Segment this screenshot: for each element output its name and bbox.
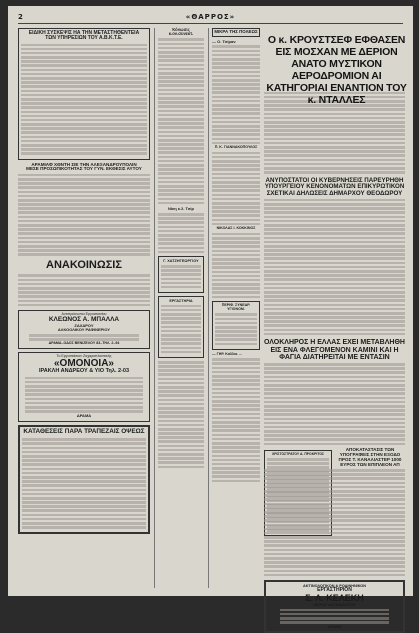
ad1-line4: ΔΡΑΜΑ–ΟΔΟΣ ΒΕΝΙΖΕΛΟΥ 83–ΤΗΛ. 2–94 <box>48 341 120 346</box>
col2-text <box>158 361 204 468</box>
ad2-line1: Το Εργοστάσιον Ζαχαροπλαστικής <box>56 354 112 359</box>
mid-headline-2: ΜΕΣΕ ΠΡΟΣΩΠΙΚΟΤΗΤΑΣ ΤΟΥ ΓΥΝ. ΕΚΘΕΣΙΣ ΑΥΤΟΥ <box>26 166 142 172</box>
ad1-line3: ΑΛΚΟΟΛΙΚΟΥ ΡΑΦΙΝΕΡΙΟΥ <box>57 327 111 333</box>
col3-inset-text <box>215 313 257 345</box>
small-box-head: ΧΡΙΣΤΟΣΤΡΑΤΟΥ Α. ΠΡΟΚΡΙΤΟΣ <box>271 451 325 456</box>
third-headline: ΟΛΟΚΛΗΡΟΣ Η ΕΛΛΑΣ ΕΧΕΙ ΜΕΤΑΒΛΗΘΗ ΕΙΣ ΕΝΑ ΦΛΕΓΟΜΕΝΟΝ ΚΑΜΙΝΙ ΚΑΙ Η ΦΑΓΙΑ ΔΙΑΤΗΡΕΙΤΑΙ ΜΕ ΕΝΤΑΣΙΝ <box>264 339 405 362</box>
right-column <box>264 28 405 630</box>
top-article-box <box>18 28 150 160</box>
ad-right-5: ΔΡΑΜΑ <box>327 625 342 630</box>
ad1-line1: Αντιπρόσωποι Εργοστασίου <box>61 312 107 317</box>
city-news-box <box>212 28 260 37</box>
article-text-block <box>18 174 150 256</box>
ad-right-3: Σ. Λ. ΚΕΛΕΚΗ <box>305 592 364 603</box>
col2-ad-box-1 <box>158 256 204 293</box>
col2-subhead-2: ΕΡΓΑΣΤΗΡΙΑ <box>169 299 193 304</box>
third-article-text <box>264 363 405 445</box>
second-article-text <box>264 199 405 336</box>
newspaper-page <box>8 6 413 630</box>
ad-right-4: ΙΑΤΡΟΥ ΑΚΤΙΝΟΛΟΓΟΥ <box>313 603 356 608</box>
ad-right-2: ΕΡΓΑΣΤΗΡΙΟΝ <box>317 587 352 594</box>
col3-text <box>212 45 260 144</box>
fourth-headline: ΑΠΟΚΑΤΑΣΤΑΣΙΣ ΤΩΝ ΥΠΟΓΡΑΦΕΙΣ ΣΤΗΝ ΕΞΟΔΟ ΠΡΟΣ Τ. ΚΑΝΑΛΙΑΣΤΕΡ 1000 ΕΥΡΟΣ ΤΩΝ ΕΠΙΠΛΕΟΝ ΑΠ <box>338 447 402 467</box>
col2-ad-text <box>161 305 201 354</box>
col2-subhead-1: Γ. ΧΑΤΖΗΓΕΩΡΓΙΟΥ <box>163 259 199 264</box>
ad1-text <box>29 334 139 341</box>
page-number: 2 <box>18 13 23 21</box>
top-headline-1: ΕΙΔΙΚΗ ΣΥΣΚΕΨΙΣ ΗΑ ΤΗΝ ΜΕΤΑΣΤΗΘΕΝΤΕΙΑ <box>28 30 140 36</box>
advertisement-ballas <box>18 310 150 349</box>
page-header <box>18 12 403 24</box>
col2-text <box>158 38 204 204</box>
left-column <box>18 28 150 588</box>
advertisement-keleki <box>264 580 405 633</box>
col3-text <box>212 152 260 226</box>
article-text-block <box>21 44 147 155</box>
ad2-text <box>25 377 143 413</box>
col2-heading-1: Κόνωσις <box>172 27 190 32</box>
col3-item-4: ΠΕΡΙΦ. ΣΥΝΕΔΡ. ΥΓΙΟΝΟΜ. <box>221 303 251 311</box>
ad2-name: «ΟΜΟΝΟΙΑ» <box>53 357 114 369</box>
advertisement-omonoia <box>18 352 150 422</box>
ad1-name: ΚΛΕΩΝΟΣ Α. ΜΠΑΛΛΑ <box>48 316 120 324</box>
masthead: «ΘΑΡΡΟΣ» <box>185 13 236 21</box>
col2-heading-2: κ.ον.συνεκτ. <box>168 31 194 37</box>
column-3 <box>208 28 260 588</box>
col3-item-3: ΝΙΚΟΛΑΣ Ι. ΚΟΚΚΙΝΟΣ <box>216 226 256 231</box>
col3-text <box>212 358 260 482</box>
col2-ad-box-2 <box>158 296 204 358</box>
col2-ad-text <box>161 265 201 289</box>
bottom-headline: ΚΑΤΑΘΕΣΕΙΣ ΠΑΡΑ ΤΡΑΠΕΖΑΙΣ ΟΨΕΩΣ <box>23 427 145 435</box>
mid-headline-1: ΑΡΑΜΙΑΦ ΧΘΝΤΗ ΣΙΕ ΤΗΝ ΑΛΕΞΑΝΔΡΟΥΠΟΛΙΝ <box>31 161 137 167</box>
second-headline: ΑΝΥΠΟΣΤΑΤΟΙ ΟΙ ΚΥΒΕΡΝΗΣΕΙΣ ΠΑΡΕΥΡΗΘΗ ΥΠΟΥΡΓΕΙΟΥ ΚΕΝΟΝΟΜΑΤΩΝ ΕΠΙΚΥΡΩΤΙΚΟΝ ΣΧΕΤΙΚΑΙ ΔΗΛΩΣΕΙΣ ΔΗΜΑΡΧΟΥ ΘΕΟΔΩΡΟΥ <box>264 176 405 197</box>
top-headline-2: ΤΩΝ ΥΠΗΡΕΣΙΩΝ ΤΟΥ Α.Β.Κ.Τ.Ε. <box>45 35 123 42</box>
col3-item-1: — Ο. Τσίραν <box>212 38 236 44</box>
col3-item-2: Π. Κ. ΓΙΑΝΝΑΚΟΠΟΥΛΟΣ <box>214 145 258 150</box>
main-headline: Ο κ. ΚΡΟΥΣΤΣΕΦ ΕΦΘΑΣΕΝ ΕΙΣ ΜΟΣΧΑΝ ΜΕ ΔΕΡΙΟΝ ΑΝΑΤΟ ΜΥΣΤΙΚΟΝ ΑΕΡΟΔΡΟΜΙΟΝ ΑΙ ΚΑΤΗΓΟΡΙΑΙ ΕΝΑΝΤΙΟΝ ΤΟΥ κ. ΝΤΑΛΛΕΣ <box>266 34 407 106</box>
column-2 <box>154 28 204 588</box>
col2-text <box>158 213 204 253</box>
fourth-article-text <box>264 469 405 576</box>
city-news-heading: ΜΙΚΡΑ ΤΗΣ ΠΟΛΕΩΣ <box>214 29 258 34</box>
announcement-title: ΑΝΑΚΟΙΝΩΣΙΣ <box>46 258 122 271</box>
announcement-text <box>18 274 150 306</box>
col3-item-5: — ΓΗΡ. Καλλιο. ... <box>212 351 243 356</box>
ad1-line2: ΖΑΧΑΡΟΥ <box>74 322 94 328</box>
ad2-line3: ΔΡΑΜΑ <box>76 413 92 419</box>
ad-right-text <box>280 609 389 624</box>
col2-byline: Νίκη κ.λ. Τσίρ <box>167 206 195 212</box>
ad2-line2: ΙΡΑΚΛΗ ΑΝΔΡΕΟΥ & ΥΙΟ Τηλ. 2-03 <box>38 368 130 375</box>
col3-inset-box <box>212 301 260 350</box>
bank-deposits-box <box>18 425 150 535</box>
col3-text <box>212 233 260 298</box>
bank-deposits-text <box>22 438 146 529</box>
ad-right-1: ΑΚΤΙΝΟΛΟΓΙΚΟΝ & ΡΟΔΙΝΗΝΙΚΟΝ <box>303 584 366 589</box>
